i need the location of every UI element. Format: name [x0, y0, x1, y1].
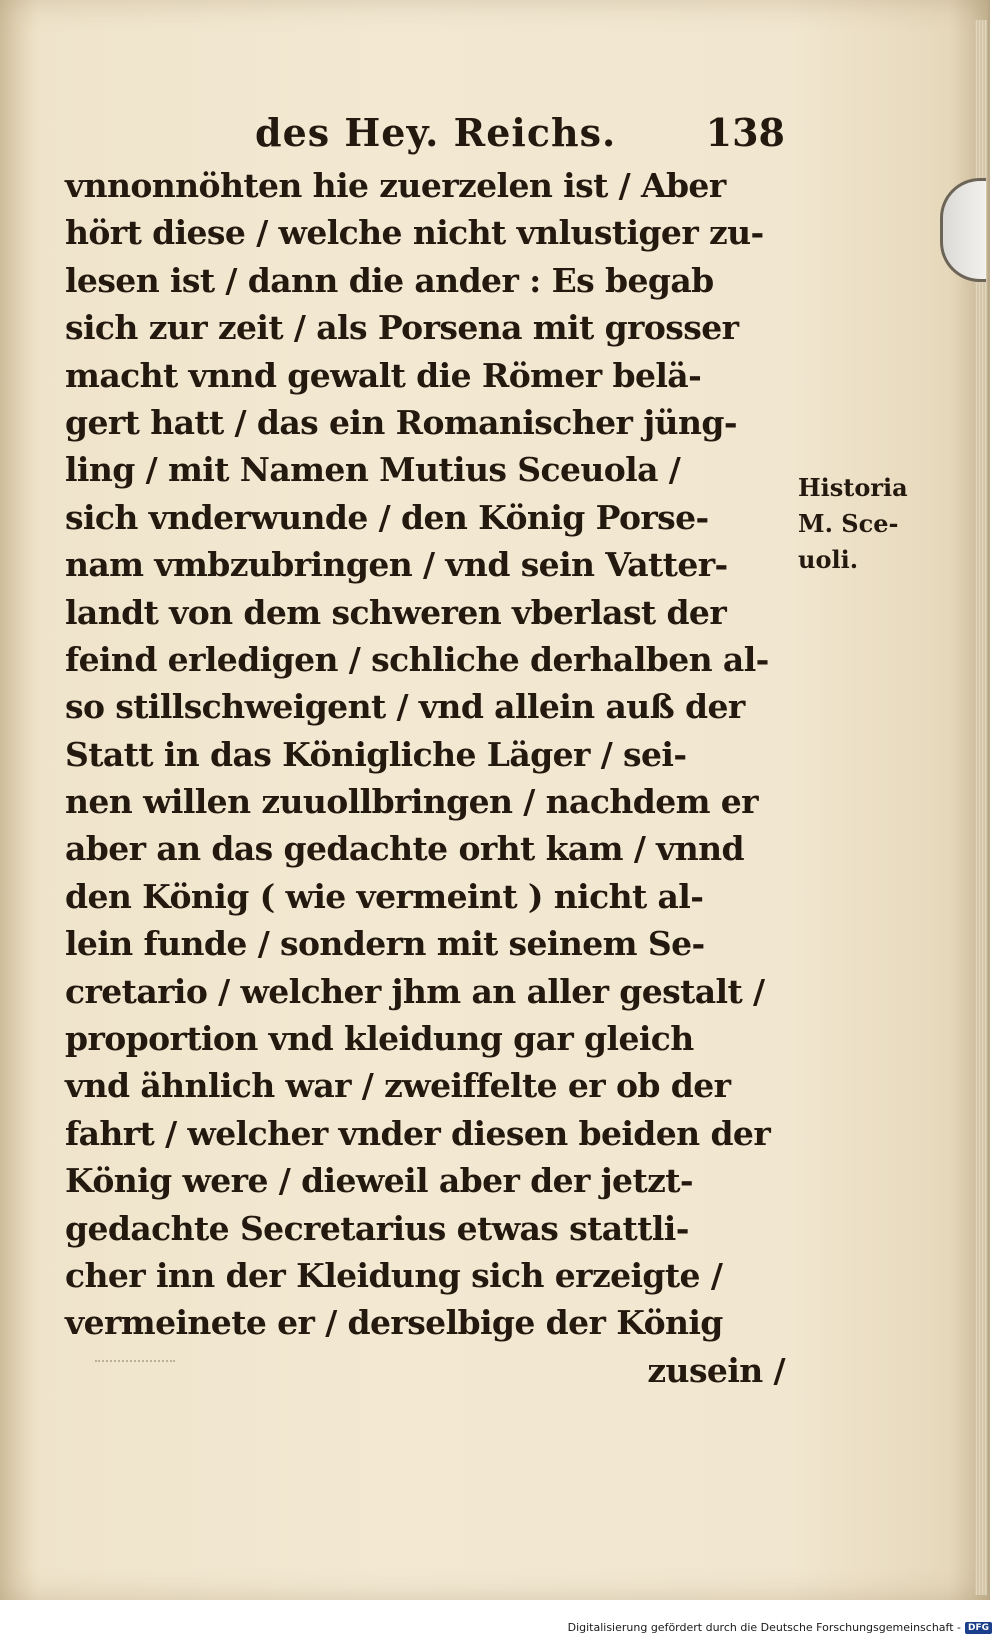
text-line: sich vnderwunde / den König Porse-: [65, 497, 709, 537]
text-line: Statt in das Königliche Läger / sei-: [65, 734, 687, 774]
text-line: lein funde / sondern mit seinem Se-: [65, 924, 705, 964]
text-line: proportion vnd kleidung gar gleich: [65, 1019, 694, 1059]
margin-note: [798, 470, 908, 578]
text-line: hört diese / welche nicht vnlustiger zu-: [65, 213, 764, 253]
text-line: vnnonnöhten hie zuerzelen ist / Aber: [65, 166, 726, 205]
text-line: König were / dieweil aber der jetzt-: [65, 1161, 693, 1201]
text-lines: [65, 162, 785, 1394]
text-line: gert hatt / das ein Romanischer jüng-: [65, 402, 737, 442]
text-line: cretario / welcher jhm an aller gestalt /: [65, 971, 765, 1011]
margin-note-line: M. Sce-: [798, 509, 899, 538]
text-line: den König ( wie vermeint ) nicht al-: [65, 876, 704, 916]
page-header: [65, 110, 785, 162]
text-line: cher inn der Kleidung sich erzeigte /: [65, 1255, 723, 1295]
footer-credit: [568, 1621, 992, 1634]
text-block: [65, 110, 785, 1394]
text-line: vermeinete er / derselbige der König: [65, 1303, 723, 1343]
page-number: 138: [705, 110, 785, 155]
running-head: des Hey. Reichs.: [255, 110, 617, 155]
text-line: feind erledigen / schliche derhalben al-: [65, 639, 769, 679]
text-line: vnd ähnlich war / zweiffelte er ob der: [65, 1066, 731, 1106]
text-line: nam vmbzubringen / vnd sein Vatter-: [65, 545, 728, 585]
margin-note-line: uoli.: [798, 545, 859, 574]
text-line: ling / mit Namen Mutius Sceuola /: [65, 450, 681, 490]
dfg-logo-icon: DFG: [965, 1622, 992, 1634]
text-line: gedachte Secretarius etwas stattli-: [65, 1208, 689, 1248]
margin-note-line: Historia: [798, 473, 908, 502]
text-line: fahrt / welcher vnder diesen beiden der: [65, 1113, 771, 1153]
text-line: nen willen zuuollbringen / nachdem er: [65, 782, 758, 822]
text-line: macht vnnd gewalt die Römer belä-: [65, 355, 702, 395]
text-line: sich zur zeit / als Porsena mit grosser: [65, 308, 739, 348]
text-line: aber an das gedachte orht kam / vnnd: [65, 829, 745, 869]
text-line: lesen ist / dann die ander : Es begab: [65, 260, 714, 300]
text-line: so stillschweigent / vnd allein auß der: [65, 687, 745, 727]
text-line: landt von dem schweren vberlast der: [65, 592, 727, 632]
catchword: zusein /: [647, 1350, 785, 1390]
footer-credit-text: Digitalisierung gefördert durch die Deutsche Forschungsgemeinschaft -: [567, 1621, 961, 1634]
ink-smudge: [95, 1330, 175, 1362]
